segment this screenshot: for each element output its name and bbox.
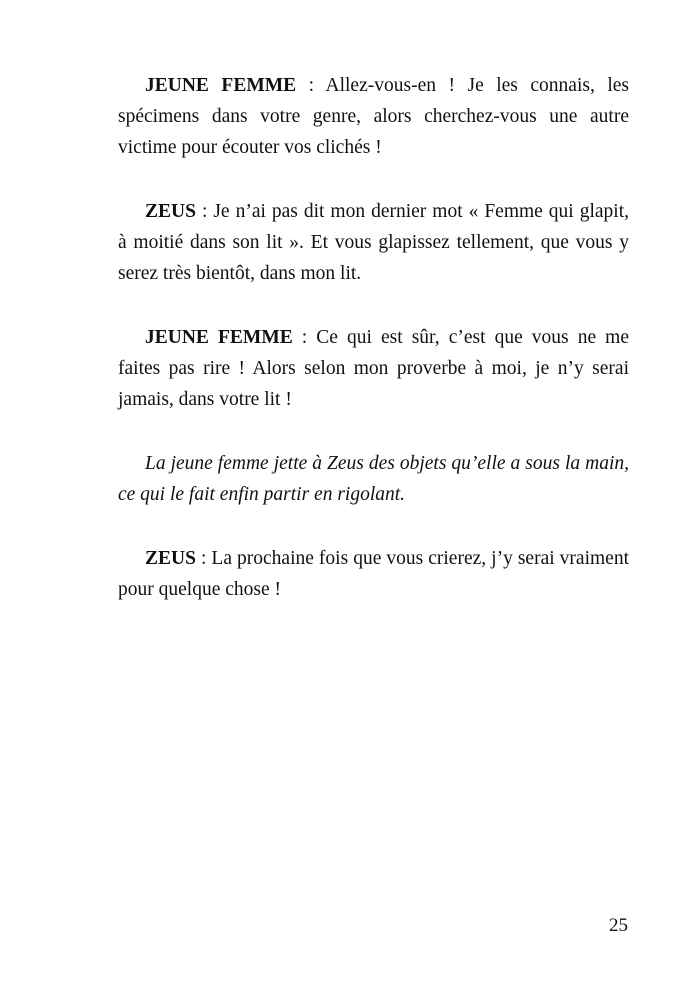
page-number: 25 [609, 915, 628, 936]
speaker-name: ZEUS [145, 201, 196, 222]
dialogue-text: : Allez-vous-en ! Je les connais, les spécimens dans votre genre, alors cherchez-vous une autre victime pour écouter vos clichés ! [118, 75, 629, 158]
speaker-name: ZEUS [145, 548, 196, 569]
dialogue-text: : Je n’ai pas dit mon dernier mot « Femme qui glapit, à moitié dans son lit ». Et vous glapissez tellement, que vous y serez très bientôt, dans mon lit. [118, 201, 629, 284]
speaker-name: JEUNE FEMME [145, 75, 297, 96]
dialogue-paragraph [118, 322, 629, 415]
dialogue-paragraph [118, 70, 629, 163]
dialogue-text: : La prochaine fois que vous crierez, j’y serai vraiment pour quelque chose ! [118, 548, 629, 600]
dialogue-paragraph [118, 543, 629, 605]
speaker-name: JEUNE FEMME [145, 327, 293, 348]
dialogue-paragraph [118, 196, 629, 289]
page-text [118, 70, 629, 638]
dialogue-text: : Ce qui est sûr, c’est que vous ne me faites pas rire ! Alors selon mon proverbe à moi, je n’y serai jamais, dans votre lit ! [118, 327, 629, 410]
stage-direction: La jeune femme jette à Zeus des objets qu’elle a sous la main, ce qui le fait enfin partir en rigolant. [118, 453, 629, 505]
